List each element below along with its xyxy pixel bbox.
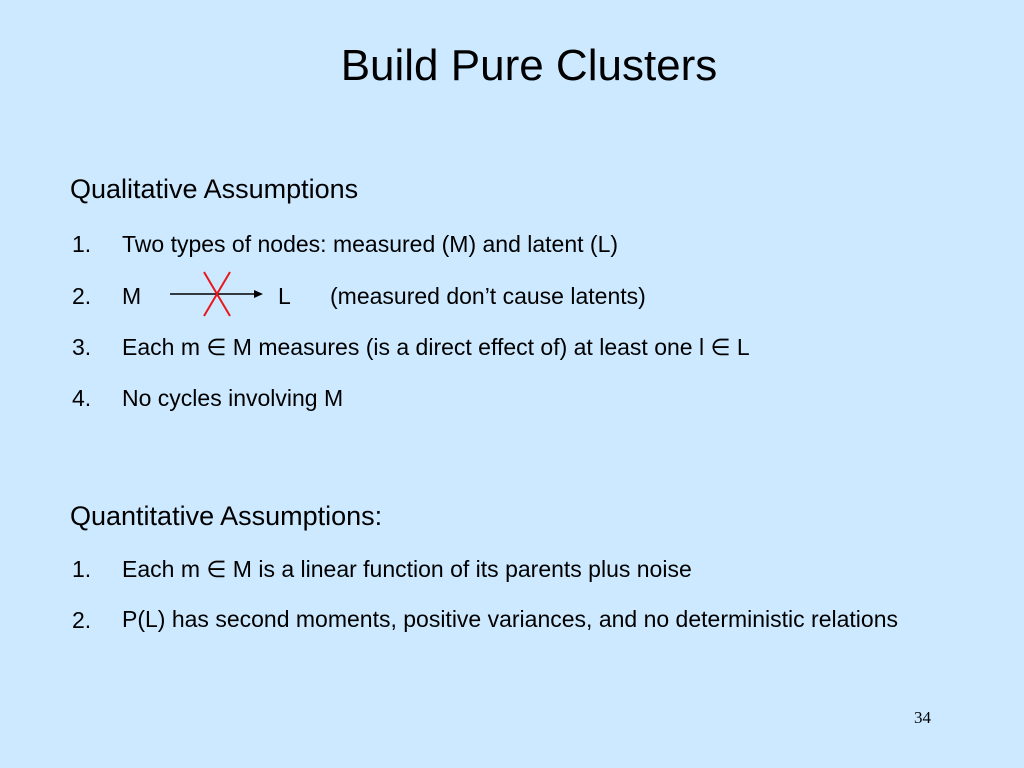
item-number: 2.: [72, 607, 92, 633]
arrow-head: [254, 290, 263, 298]
crossed-arrow-icon: [168, 270, 268, 322]
slide-title: Build Pure Clusters: [340, 41, 718, 90]
qualitative-heading: Qualitative Assumptions: [70, 174, 359, 204]
item-number: 3.: [72, 334, 92, 360]
latent-node-label: L: [278, 283, 291, 309]
measured-node-label: M: [122, 283, 142, 309]
item-number: 1.: [72, 556, 92, 582]
item-text: Each m ∈ M is a linear function of its parents plus noise: [122, 556, 692, 582]
item-text: No cycles involving M: [122, 385, 344, 411]
item-text: Two types of nodes: measured (M) and latent (L): [122, 231, 619, 257]
quantitative-heading: Quantitative Assumptions:: [70, 501, 383, 531]
item-number: 2.: [72, 283, 92, 309]
item-number: 4.: [72, 385, 92, 411]
item-text: Each m ∈ M measures (is a direct effect of) at least one l ∈ L: [122, 334, 750, 360]
page-number: 34: [914, 708, 931, 727]
item-text: P(L) has second moments, positive variances, and no deterministic relations: [122, 606, 898, 632]
item-number: 1.: [72, 231, 92, 257]
item-note: (measured don’t cause latents): [330, 283, 646, 309]
